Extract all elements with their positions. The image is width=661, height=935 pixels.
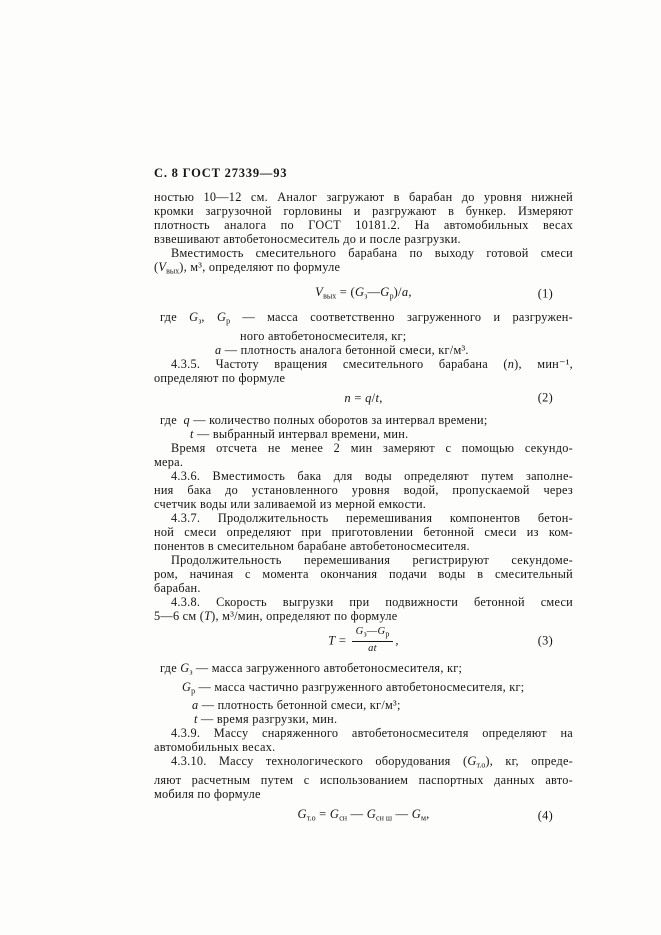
text-run: , [395,633,399,648]
text-run: — [347,806,367,821]
subscript: з [363,629,367,638]
subscript: р [385,629,390,638]
text-run: = ( [336,284,355,299]
variable: t [375,390,380,405]
text-run: — масса загруженного автобетоносмесителя, кг; [192,661,463,675]
formula-expression [297,806,429,827]
variable: q [365,390,372,405]
text-run: )/ [393,284,402,299]
text-line [154,343,573,357]
text-line [154,661,573,680]
text-line [154,357,573,371]
variable: n [344,390,351,405]
subscript: вых [166,266,180,276]
text-run: / [371,390,376,405]
text-run: = [335,633,350,648]
formula-line [154,390,573,407]
text-run: ( [154,260,159,274]
text-run: барабан. [154,580,201,595]
text-run: 4.3.7. Продолжительность перемешивания компонентов бетон- [171,510,573,525]
text-line [154,680,573,699]
variable: G [329,806,340,821]
text-run: ния бака до установленного уровня водой, пропускаемой через [154,482,573,497]
text-line [154,232,573,246]
variable: a [401,284,409,299]
text-run: 4.3.10. Массу технологического оборудования ( [171,754,468,768]
formula-number: (3) [537,633,553,648]
text-line [154,787,573,801]
text-line [154,413,573,427]
text-run: плотность аналога по ГОСТ 10181.2. На автомобильных весах [154,218,573,232]
variable: at [368,643,377,654]
text-line [154,539,573,553]
text-run: , [426,806,430,821]
formula-line [154,627,573,657]
fraction [352,626,394,656]
text-line [154,567,573,581]
text-line [154,483,573,497]
text-run: ), м³/мин, определяют по формуле [211,608,398,623]
text-line [154,190,573,204]
variable: t [194,712,198,726]
variable: G [180,661,190,675]
variable: G [189,310,199,324]
text-run: ), кг, опреде- [485,754,574,768]
text-line [154,329,573,343]
formula-expression [344,390,382,407]
subscript: м [421,813,427,822]
text-run: автомобильных весах. [154,740,276,754]
text-line [154,754,573,773]
text-run: = [315,806,330,821]
text-run: — плотность бетонной смеси, кг/м³; [198,698,401,712]
text-line [154,553,573,567]
variable: G [467,754,477,768]
text-run: — масса частично разгруженного автобетоносмесителя, кг; [195,679,525,694]
text-run: понентов в смесительном барабане автобетоносмесителя. [154,538,470,553]
text-run: ляют расчетным путем с использованием паспортных данных авто- [154,772,573,787]
variable: G [297,806,307,821]
variable: q [183,412,190,427]
page-header: С. 8 ГОСТ 27339—93 [154,166,288,180]
text-run: ностью 10—12 см. Аналог загружают в барабан до уровня нижней [154,190,573,204]
formula-expression [315,284,412,305]
text-run: , [379,390,383,405]
variable: G [380,284,390,299]
text-line [154,511,573,525]
formula-line [154,806,573,827]
subscript: сн [339,813,348,822]
text-run: — [392,806,412,821]
text-line [154,441,573,455]
text-run: где [160,661,181,675]
text-run: — выбранный интервал времени, мин. [193,426,409,441]
text-run: мера. [154,454,184,469]
variable: n [507,356,515,371]
text-run: — [366,625,378,637]
subscript: сн ш [376,813,393,822]
text-run: ной смеси определяют при приготовлении бетонной смеси из ком- [154,524,573,539]
subscript: р [389,291,394,300]
text-run: — количество полных оборотов за интервал времени; [189,412,488,427]
text-run: Вместимость смесительного барабана по выходу готовой смеси [171,246,573,260]
subscript: р [226,316,231,326]
subscript: з [198,316,202,326]
text-run: взвешивают автобетоносмеситель до и после разгрузки. [154,232,461,246]
variable: T [204,608,212,623]
text-line [154,525,573,539]
variable: V [315,284,324,299]
text-run: ), м³, определяют по формуле [179,260,341,274]
formula-expression [328,627,399,657]
text-run: 4.3.9. Массу снаряженного автобетоносмесителя определяют на [171,726,573,740]
text-run: Время отсчета не менее 2 мин замеряют с помощью секундо- [171,440,573,455]
document-body [154,190,573,826]
variable: G [366,806,377,821]
variable: a [215,342,222,357]
variable: G [216,310,227,324]
formula-number: (1) [537,286,553,301]
text-line [154,712,573,726]
variable: a [192,698,199,712]
subscript: з [189,667,193,677]
text-run: — плотность аналога бетонной смеси, кг/м³. [221,342,469,357]
text-line [154,246,573,260]
variable: T [328,633,336,648]
text-run: 4.3.6. Вместимость бака для воды определяют путем заполне- [171,468,573,483]
text-run: где [160,412,184,427]
text-line [154,427,573,441]
text-run: — масса соответственно загруженного и разгружен- [230,310,573,324]
subscript: т.о [476,760,486,770]
text-line [154,371,573,385]
variable: G [411,806,422,821]
text-run: — [367,284,381,299]
text-line [154,726,573,740]
variable: G [355,625,364,637]
text-line [154,455,573,469]
text-line [154,260,573,279]
text-run: определяют по формуле [154,370,286,385]
text-run: 5—6 см ( [154,608,205,623]
text-run: ром, начиная с момента окончания подачи воды в смесительный [154,566,573,581]
fraction-numerator [352,626,394,643]
text-line [154,740,573,754]
text-line [154,218,573,232]
formula-line [154,284,573,305]
variable: G [354,284,365,299]
text-line [154,204,573,218]
text-run: Продолжительность перемешивания регистрируют секундоме- [171,552,573,567]
text-run: 4.3.5. Частоту вращения смесительного барабана ( [171,356,508,371]
variable: G [377,625,386,637]
variable: t [190,426,194,441]
subscript: т.о [306,813,316,822]
subscript: вых [323,291,337,300]
text-run: счетчик воды или заливаемой из мерной емкости. [154,496,427,511]
fraction-denominator [352,642,394,655]
text-run: ного автобетоносмесителя, кг; [240,328,407,343]
variable: G [182,679,192,694]
text-line [154,698,573,712]
formula-number: (4) [537,808,553,823]
text-line [154,773,573,787]
text-line [154,581,573,595]
text-line [154,497,573,511]
subscript: р [191,686,196,695]
text-run: , [201,310,217,324]
text-run: = [350,390,366,405]
text-line [154,595,573,609]
text-run: мобиля по формуле [154,786,261,801]
text-run: 4.3.8. Скорость выгрузки при подвижности бетонной смеси [171,594,573,609]
text-run: — время разгрузки, мин. [197,712,338,726]
variable: V [158,260,167,274]
text-line [154,609,573,623]
text-run: кромки загрузочной горловины и разгружают в бункер. Измеряют [154,204,573,218]
subscript: з [364,291,368,300]
text-line [154,310,573,329]
text-line [154,469,573,483]
text-run: ), мин⁻¹, [514,356,573,371]
text-run: где [160,310,190,324]
formula-number: (2) [537,390,553,405]
text-run: , [408,284,412,299]
